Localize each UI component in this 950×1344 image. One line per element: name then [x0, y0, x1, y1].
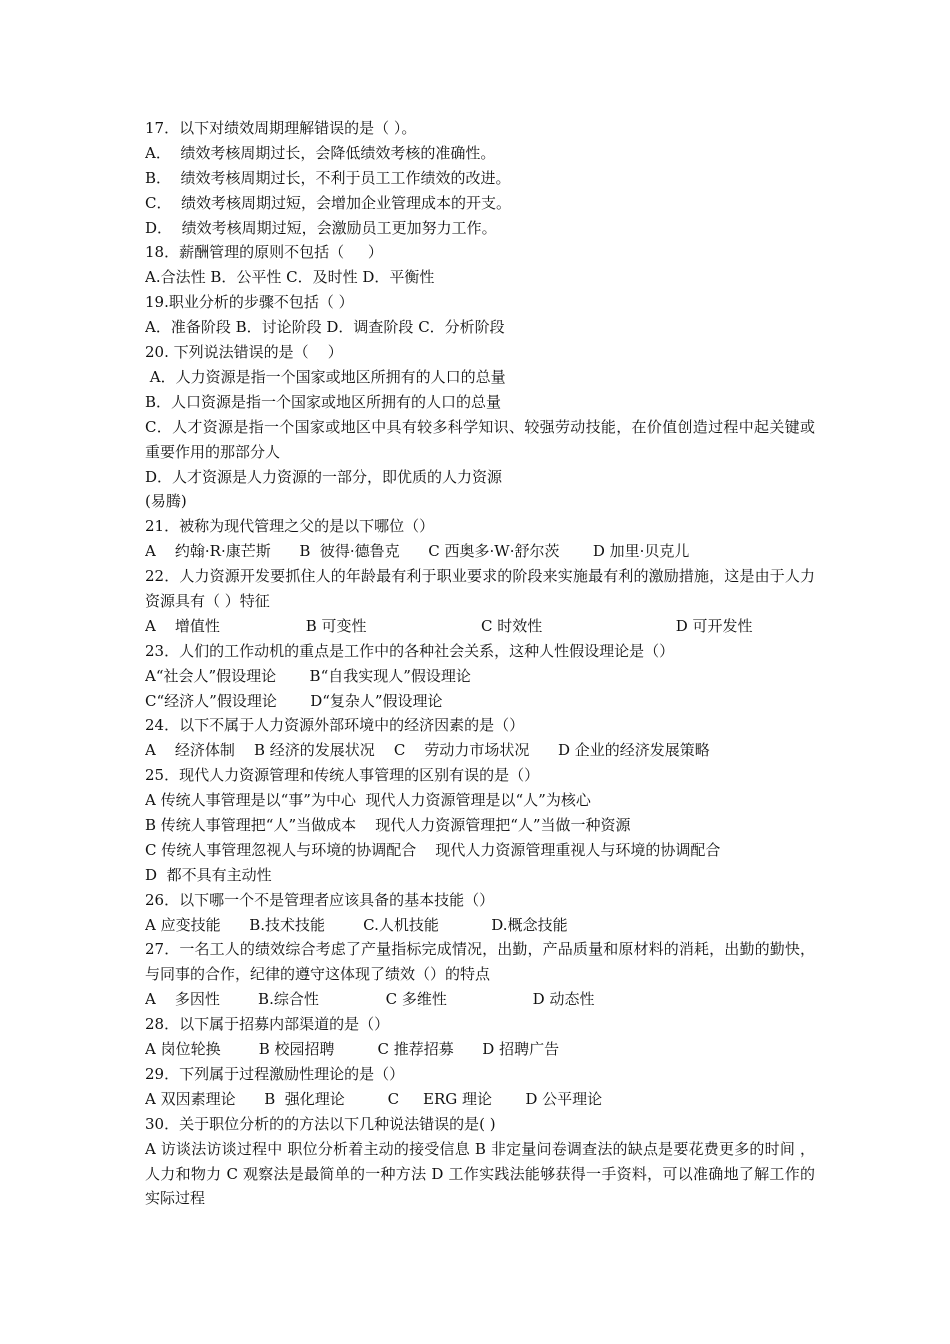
options-28: A 岗位轮换 B 校园招聘 C 推荐招募 D 招聘广告 — [145, 1040, 560, 1059]
author-note: (易腾) — [145, 492, 187, 511]
question-20: 20. 下列说法错误的是（ ） — [145, 343, 343, 362]
document-page — [145, 116, 815, 1211]
option-17-d: D． 绩效考核周期过短，会激励员工更加努力工作。 — [145, 218, 497, 237]
question-25: 25．现代人力资源管理和传统人事管理的区别有误的是（） — [145, 766, 540, 785]
question-29: 29．下列属于过程激励性理论的是（） — [145, 1064, 405, 1083]
question-28: 28．以下属于招募内部渠道的是（） — [145, 1015, 390, 1034]
option-25-d: D 都不具有主动性 — [145, 865, 272, 884]
question-19: 19.职业分析的步骤不包括（ ） — [145, 293, 354, 312]
options-29: A 双因素理论 B 强化理论 C ERG 理论 D 公平理论 — [145, 1089, 603, 1108]
option-20-b: B．人口资源是指一个国家或地区所拥有的人口的总量 — [145, 392, 502, 411]
option-17-a: A． 绩效考核周期过长，会降低绩效考核的准确性。 — [145, 143, 496, 162]
options-18: A.合法性 B．公平性 C．及时性 D．平衡性 — [145, 268, 435, 287]
options-23-ab: A“社会人”假设理论 B“自我实现人”假设理论 — [145, 666, 471, 685]
options-26: A 应变技能 B.技术技能 C.人机技能 D.概念技能 — [145, 915, 568, 934]
question-30: 30．关于职位分析的的方法以下几种说法错误的是( ) — [145, 1114, 496, 1133]
question-18: 18．薪酬管理的原则不包括（ ） — [145, 243, 383, 262]
question-21: 21．被称为现代管理之父的是以下哪位（） — [145, 517, 435, 536]
option-25-a: A 传统人事管理是以“事”为中心 现代人力资源管理是以“人”为核心 — [145, 791, 591, 810]
options-21: A 约翰·R·康芒斯 B 彼得·德鲁克 C 西奥多·W·舒尔茨 D 加里·贝克儿 — [145, 542, 690, 561]
question-23: 23．人们的工作动机的重点是工作中的各种社会关系，这种人性假设理论是（） — [145, 641, 675, 660]
option-20-d: D．人才资源是人力资源的一部分，即优质的人力资源 — [145, 467, 503, 486]
options-24: A 经济体制 B 经济的发展状况 C 劳动力市场状况 D 企业的经济发展策略 — [145, 741, 710, 760]
options-22: A 增值性 B 可变性 C 时效性 D 可开发性 — [145, 616, 753, 635]
option-17-b: B． 绩效考核周期过长，不利于员工工作绩效的改进。 — [145, 168, 511, 187]
question-22: 22．人力资源开发要抓住人的年龄最有利于职业要求的阶段来实施最有利的激励措施，这是由于人力资源具有（ ）特征 — [145, 567, 815, 610]
option-20-c: C．人才资源是指一个国家或地区中具有较多科学知识、较强劳动技能，在价值创造过程中起关键或重要作用的那部分人 — [145, 417, 815, 461]
option-20-a: A．人力资源是指一个国家或地区所拥有的人口的总量 — [145, 367, 506, 386]
options-19: A．准备阶段 B．讨论阶段 D．调查阶段 C．分析阶段 — [145, 318, 505, 337]
options-23-cd: C“经济人”假设理论 D“复杂人”假设理论 — [145, 691, 443, 710]
option-25-c: C 传统人事管理忽视人与环境的协调配合 现代人力资源管理重视人与环境的协调配合 — [145, 840, 721, 859]
options-30: A 访谈法访谈过程中 职位分析着主动的接受信息 B 非定量问卷调查法的缺点是要花费更多的时间 ，人力和物力 C 观察法是最简单的一种方法 D 工作实践法能够获得一手资料，可以准确地了解工作的实际过程 — [145, 1139, 815, 1208]
question-24: 24．以下不属于人力资源外部环境中的经济因素的是（） — [145, 716, 525, 735]
question-17: 17．以下对绩效周期理解错误的是（ ）。 — [145, 119, 417, 137]
options-27: A 多因性 B.综合性 C 多维性 D 动态性 — [145, 990, 595, 1009]
option-25-b: B 传统人事管理把“人”当做成本 现代人力资源管理把“人”当做一种资源 — [145, 816, 631, 834]
option-17-c: C． 绩效考核周期过短，会增加企业管理成本的开支。 — [145, 193, 512, 212]
question-27: 27．一名工人的绩效综合考虑了产量指标完成情况，出勤，产品质量和原材料的消耗，出勤的勤快，与同事的合作，纪律的遵守这体现了绩效（）的特点 — [145, 940, 815, 984]
question-26: 26．以下哪一个不是管理者应该具备的基本技能（） — [145, 890, 495, 909]
